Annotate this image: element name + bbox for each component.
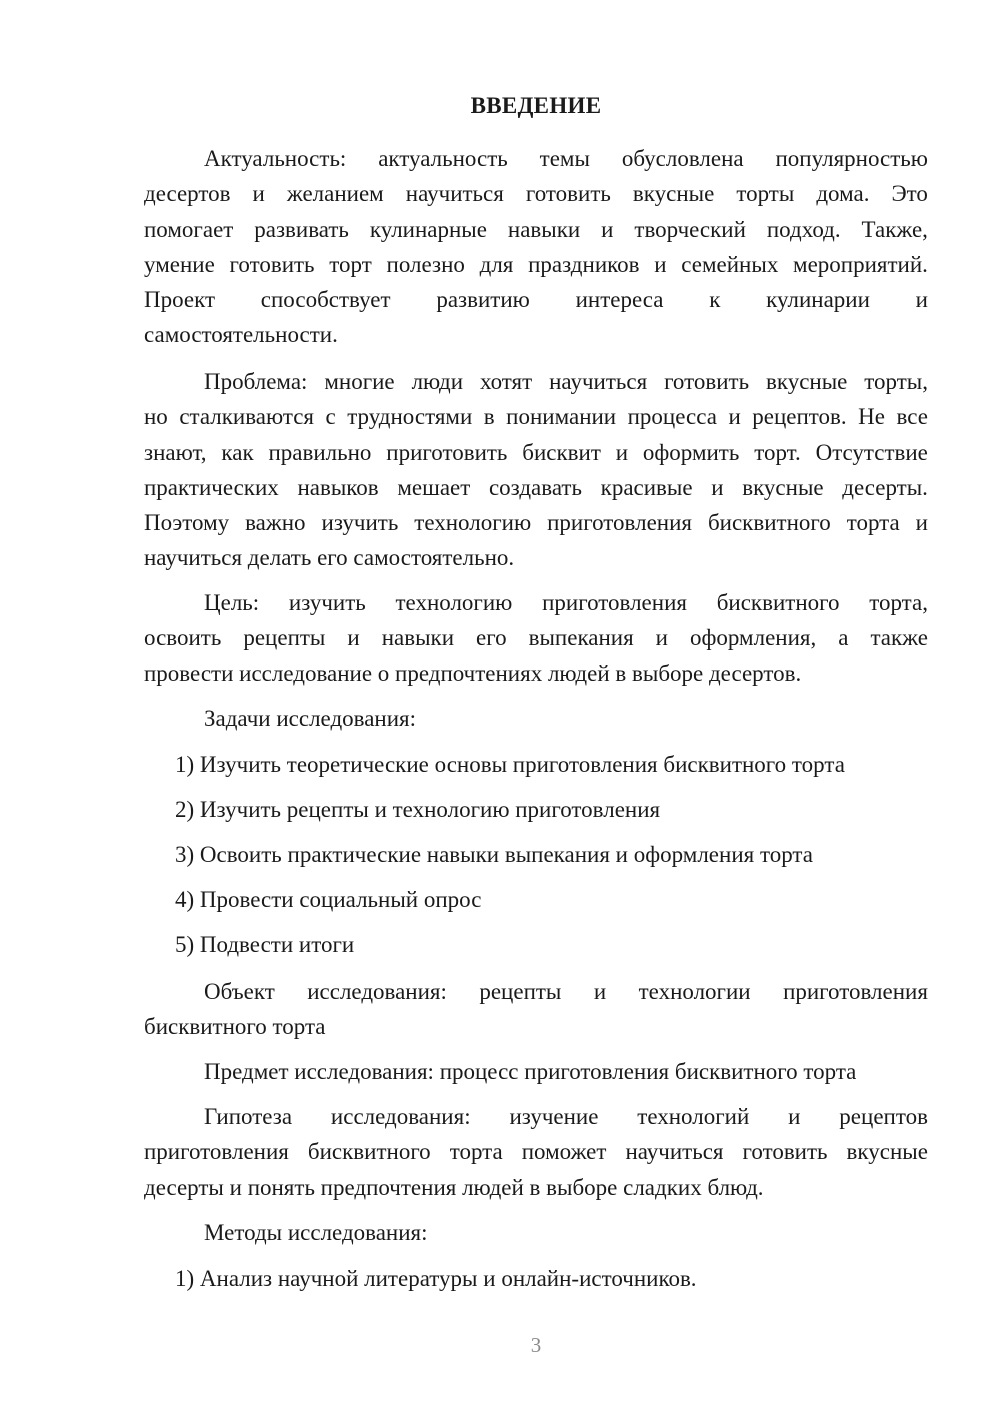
subject-paragraph: Предмет исследования: процесс приготовления бисквитного торта	[204, 1059, 857, 1084]
tasks-label: Задачи исследования:	[204, 706, 417, 731]
hypothesis-paragraph	[144, 1099, 928, 1205]
word: бисквитного	[716, 590, 840, 615]
word: приготовления	[144, 1139, 289, 1165]
word: трудностями	[347, 404, 473, 430]
word: вкусные	[742, 474, 824, 500]
word: в	[483, 404, 495, 430]
word: интереса	[575, 287, 664, 313]
word: оформить	[642, 439, 740, 465]
word: исследования:	[330, 1104, 471, 1129]
word: торт.	[754, 439, 801, 465]
word: и	[601, 216, 614, 242]
word: Объект	[204, 979, 275, 1004]
word: научиться	[625, 1139, 724, 1165]
word: важно	[245, 510, 306, 536]
word: хотят	[479, 369, 533, 394]
word: торта	[449, 1139, 503, 1165]
word: приготовить	[386, 439, 508, 465]
word: темы	[539, 146, 590, 171]
word: и	[728, 404, 741, 430]
paragraph-line	[144, 470, 928, 505]
word: приготовления	[547, 510, 692, 536]
word: люди	[411, 369, 464, 394]
word: рецептов.	[752, 404, 847, 430]
word: исследования:	[307, 979, 447, 1004]
word: вкусные	[846, 1139, 928, 1165]
methods-label: Методы исследования:	[204, 1220, 428, 1245]
word: праздников	[528, 251, 640, 277]
word: и	[252, 181, 265, 207]
word: торта,	[869, 590, 928, 615]
word: но	[144, 404, 168, 430]
word: технологий	[637, 1104, 750, 1129]
word: изучить	[321, 510, 399, 536]
word: желанием	[286, 181, 384, 207]
paragraph-line	[144, 1134, 928, 1169]
word: Цель:	[204, 590, 260, 615]
tasks-list-item: 2) Изучить рецепты и технологию приготовления	[175, 797, 661, 822]
word: приготовления	[783, 979, 928, 1004]
methods-list-item: 1) Анализ научной литературы и онлайн-источников.	[175, 1266, 697, 1291]
word: и	[788, 1104, 801, 1129]
word: умение	[144, 251, 215, 277]
word: и	[711, 474, 724, 500]
word: практических	[144, 474, 279, 500]
paragraph-line	[144, 176, 928, 211]
word: изучение	[509, 1104, 599, 1129]
word: создавать	[488, 474, 582, 500]
word: все	[896, 404, 928, 430]
word: вкусные	[765, 369, 848, 394]
paragraph-line	[144, 364, 928, 399]
word: приготовления	[542, 590, 687, 615]
paragraph-line	[144, 435, 928, 470]
page-number: 3	[530, 1333, 542, 1357]
word: и	[593, 979, 607, 1004]
word: Не	[858, 404, 885, 430]
tasks-list-item: 1) Изучить теоретические основы приготовления бисквитного торта	[175, 752, 845, 777]
word: изучить	[288, 590, 366, 615]
word: Актуальность:	[204, 146, 347, 171]
paragraph-line: самостоятельности.	[144, 322, 338, 348]
paragraph-line	[144, 141, 928, 176]
tasks-list-item: 5) Подвести итоги	[175, 932, 355, 957]
word: Это	[891, 181, 928, 207]
paragraph-line	[144, 399, 928, 434]
word: Также,	[861, 216, 928, 242]
object-paragraph	[144, 974, 928, 1045]
word: освоить	[144, 625, 222, 651]
word: и	[915, 510, 928, 536]
word: мероприятий.	[793, 251, 928, 277]
word: и	[347, 625, 360, 651]
word: торта	[846, 510, 900, 536]
goal-paragraph	[144, 585, 928, 691]
word: и	[655, 625, 668, 651]
word: готовить	[664, 369, 750, 394]
word: бисквит	[522, 439, 601, 465]
word: торт	[329, 251, 372, 277]
word: технологии	[638, 979, 751, 1004]
word: способствует	[260, 287, 391, 313]
word: бисквитного	[307, 1139, 431, 1165]
word: и	[915, 287, 928, 313]
word: вкусные	[632, 181, 715, 207]
word: поможет	[521, 1139, 607, 1165]
word: актуальность	[378, 146, 508, 171]
word: также	[870, 625, 928, 651]
word: готовить	[229, 251, 315, 277]
word: семейных	[681, 251, 779, 277]
paragraph-line	[144, 212, 928, 247]
word: торты	[736, 181, 795, 207]
word: подход.	[766, 216, 841, 242]
word: полезно	[386, 251, 465, 277]
word: бисквитного	[707, 510, 831, 536]
word: к	[709, 287, 721, 313]
paragraph-line	[144, 1099, 928, 1134]
word: помогает	[144, 216, 234, 242]
word: навыки	[507, 216, 581, 242]
word: кулинарные	[369, 216, 487, 242]
word: рецептов	[839, 1104, 928, 1129]
word: Гипотеза	[204, 1104, 293, 1129]
word: научиться	[549, 369, 648, 394]
word: творческий	[634, 216, 746, 242]
word: обусловлена	[621, 146, 744, 171]
word: рецепты	[479, 979, 562, 1004]
word: процесса	[627, 404, 717, 430]
word: десертов	[144, 181, 231, 207]
word: оформления,	[689, 625, 817, 651]
paragraph-line: бисквитного торта	[144, 1014, 326, 1040]
word: и	[615, 439, 629, 465]
word: навыков	[297, 474, 379, 500]
paragraph-line	[144, 585, 928, 620]
paragraph-line	[144, 974, 928, 1009]
word: как	[221, 439, 254, 465]
paragraph-line	[144, 247, 928, 282]
word: красивые	[600, 474, 693, 500]
relevance-paragraph	[144, 141, 928, 353]
word: мешает	[397, 474, 471, 500]
word: правильно	[268, 439, 372, 465]
word: популярностью	[775, 146, 928, 171]
word: технологию	[395, 590, 513, 615]
word: сталкиваются	[179, 404, 314, 430]
word: развитию	[436, 287, 530, 313]
tasks-list-item: 4) Провести социальный опрос	[175, 887, 482, 912]
paragraph-line	[144, 282, 928, 317]
tasks-list-item: 3) Освоить практические навыки выпекания и оформления торта	[175, 842, 813, 867]
word: десерты.	[842, 474, 928, 500]
word: и	[654, 251, 667, 277]
word: технологию	[414, 510, 532, 536]
word: многие	[324, 369, 395, 394]
word: выпекания	[528, 625, 634, 651]
paragraph-line: провести исследование о предпочтениях людей в выборе десертов.	[144, 660, 802, 686]
page-title: ВВЕДЕНИЕ	[470, 93, 602, 118]
word: развивать	[254, 216, 349, 242]
word: торты,	[864, 369, 928, 394]
problem-paragraph	[144, 364, 928, 576]
word: готовить	[742, 1139, 828, 1165]
word: рецепты	[243, 625, 326, 651]
word: дома.	[816, 181, 870, 207]
paragraph-line: научиться делать его самостоятельно.	[144, 545, 515, 571]
word: понимании	[506, 404, 617, 430]
word: научиться	[405, 181, 504, 207]
paragraph-line	[144, 620, 928, 655]
word: Проект	[144, 287, 216, 313]
word: навыки	[381, 625, 455, 651]
word: с	[325, 404, 336, 430]
word: кулинарии	[766, 287, 870, 313]
paragraph-line	[144, 505, 928, 540]
word: знают,	[144, 439, 207, 465]
word: для	[479, 251, 514, 277]
word: готовить	[525, 181, 611, 207]
word: Отсутствие	[815, 439, 928, 465]
word: Проблема:	[204, 369, 308, 394]
word: его	[476, 625, 507, 651]
paragraph-line: десерты и понять предпочтения людей в выборе сладких блюд.	[144, 1174, 764, 1200]
word: Поэтому	[144, 510, 230, 536]
word: а	[838, 625, 849, 651]
